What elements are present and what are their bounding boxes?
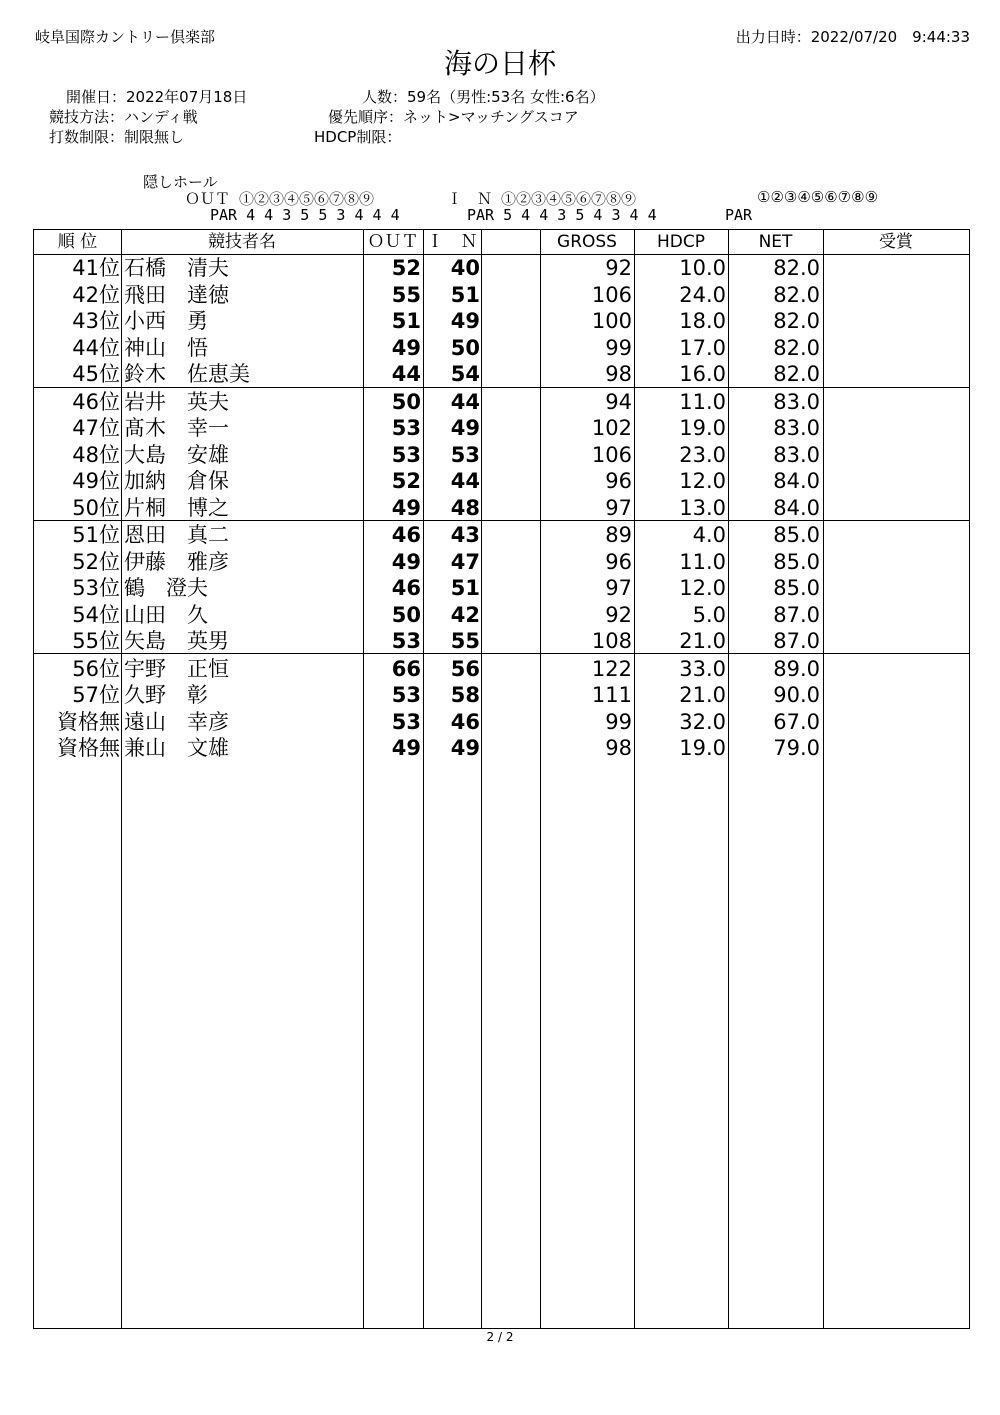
header-rank: 順 位 <box>57 232 98 252</box>
cell-net: 85.0 <box>773 576 820 601</box>
table-row <box>34 522 969 549</box>
table-row <box>34 709 969 736</box>
cell-name: 兼山 文雄 <box>124 736 229 761</box>
table-row <box>34 308 969 335</box>
cell-in: 49 <box>450 736 480 761</box>
table-row <box>34 361 969 388</box>
cell-net: 84.0 <box>773 469 820 494</box>
cell-hdcp: 5.0 <box>692 602 726 627</box>
cell-in: 58 <box>450 683 480 708</box>
table-row <box>34 656 969 683</box>
hidden-holes-out-par: PAR 4 4 3 5 5 3 4 4 4 <box>210 206 400 224</box>
cell-hdcp: 24.0 <box>679 282 726 307</box>
cell-in: 49 <box>450 309 480 334</box>
cell-name: 髙木 幸一 <box>124 416 229 441</box>
cell-gross: 96 <box>605 549 632 574</box>
cell-name: 久野 彰 <box>124 683 208 708</box>
cell-net: 87.0 <box>773 602 820 627</box>
cell-out: 46 <box>391 576 421 601</box>
cell-in: 49 <box>450 416 480 441</box>
stroke-limit: 打数制限：制限無し <box>49 128 185 146</box>
cell-name: 鈴木 佐恵美 <box>124 362 250 387</box>
hidden-holes-third: ①②③④⑤⑥⑦⑧⑨ <box>757 188 879 206</box>
cell-rank: 44位 <box>72 335 120 360</box>
cell-name: 片桐 博之 <box>124 495 229 520</box>
cell-out: 49 <box>391 495 421 520</box>
cell-out: 49 <box>391 335 421 360</box>
table-row <box>34 735 969 762</box>
table-row <box>34 255 969 282</box>
cell-name: 岩井 英夫 <box>124 389 229 414</box>
table-row <box>34 628 969 655</box>
cell-hdcp: 11.0 <box>679 549 726 574</box>
cell-gross: 92 <box>605 256 632 280</box>
table-row <box>34 682 969 709</box>
cell-hdcp: 21.0 <box>679 629 726 654</box>
cell-name: 神山 悟 <box>124 335 208 360</box>
header-name: 競技者名 <box>208 232 276 252</box>
cell-rank: 42位 <box>72 282 120 307</box>
header-award: 受賞 <box>879 232 913 252</box>
cell-name: 鶴 澄夫 <box>124 576 208 601</box>
cell-in: 56 <box>450 656 480 681</box>
cell-name: 伊藤 雅彦 <box>124 549 229 574</box>
cell-net: 87.0 <box>773 629 820 654</box>
cell-gross: 97 <box>605 576 632 601</box>
cell-hdcp: 21.0 <box>679 683 726 708</box>
page-title: 海の日杯 <box>443 47 556 80</box>
page-number: 2 / 2 <box>486 1330 514 1344</box>
hidden-holes-third-par: PAR <box>725 206 753 224</box>
cell-net: 67.0 <box>773 709 820 734</box>
cell-rank: 46位 <box>72 389 120 414</box>
table-row <box>34 602 969 629</box>
cell-out: 50 <box>391 602 421 627</box>
cell-name: 恩田 真二 <box>124 523 229 547</box>
cell-gross: 96 <box>605 469 632 494</box>
cell-net: 83.0 <box>773 416 820 441</box>
cell-name: 小西 勇 <box>124 309 208 334</box>
header-out: ＯＵＴ <box>367 232 419 252</box>
cell-net: 85.0 <box>773 523 820 547</box>
cell-out: 52 <box>391 469 421 494</box>
cell-gross: 98 <box>605 736 632 761</box>
cell-net: 82.0 <box>773 309 820 334</box>
cell-gross: 89 <box>605 523 632 547</box>
cell-hdcp: 23.0 <box>679 442 726 467</box>
cell-gross: 106 <box>591 442 632 467</box>
header-gross: GROSS <box>557 232 617 252</box>
cell-gross: 106 <box>591 282 632 307</box>
table-row <box>34 495 969 522</box>
cell-out: 53 <box>391 629 421 654</box>
cell-in: 46 <box>450 709 480 734</box>
cell-hdcp: 18.0 <box>679 309 726 334</box>
cell-net: 82.0 <box>773 335 820 360</box>
cell-out: 44 <box>391 362 421 387</box>
cell-net: 84.0 <box>773 495 820 520</box>
hdcp-limit: HDCP制限： <box>314 128 402 146</box>
cell-gross: 98 <box>605 362 632 387</box>
cell-in: 47 <box>450 549 480 574</box>
cell-hdcp: 12.0 <box>679 469 726 494</box>
cell-rank: 資格無 <box>57 736 120 761</box>
cell-rank: 54位 <box>72 602 120 627</box>
cell-hdcp: 11.0 <box>679 389 726 414</box>
cell-in: 48 <box>450 495 480 520</box>
cell-net: 79.0 <box>773 736 820 761</box>
table-row <box>34 549 969 576</box>
cell-hdcp: 4.0 <box>692 523 726 547</box>
cell-name: 飛田 達徳 <box>124 282 229 307</box>
cell-out: 55 <box>391 282 421 307</box>
table-row <box>34 575 969 602</box>
cell-hdcp: 12.0 <box>679 576 726 601</box>
cell-hdcp: 10.0 <box>679 256 726 280</box>
cell-net: 83.0 <box>773 389 820 414</box>
header-hdcp: HDCP <box>657 232 705 252</box>
cell-gross: 122 <box>591 656 632 681</box>
event-date: 開催日：2022年07月18日 <box>66 88 248 106</box>
cell-gross: 111 <box>591 683 632 708</box>
output-datetime: 出力日時：2022/07/20 9:44:33 <box>735 28 970 46</box>
cell-hdcp: 32.0 <box>679 709 726 734</box>
table-row <box>34 442 969 469</box>
cell-name: 加納 倉保 <box>124 469 229 494</box>
cell-rank: 49位 <box>72 469 120 494</box>
cell-in: 51 <box>450 576 480 601</box>
table-row <box>34 282 969 309</box>
hidden-holes-out: ＯＵＴ ①②③④⑤⑥⑦⑧⑨ <box>185 190 375 208</box>
cell-name: 石橋 清夫 <box>124 256 229 280</box>
cell-rank: 57位 <box>72 683 120 708</box>
cell-rank: 50位 <box>72 495 120 520</box>
cell-in: 55 <box>450 629 480 654</box>
cell-net: 83.0 <box>773 442 820 467</box>
cell-gross: 99 <box>605 709 632 734</box>
cell-in: 53 <box>450 442 480 467</box>
cell-net: 89.0 <box>773 656 820 681</box>
cell-hdcp: 13.0 <box>679 495 726 520</box>
header-in: Ｉ Ｎ <box>426 232 478 252</box>
participant-count: 人数：59名（男性:53名 女性:6名） <box>362 88 605 106</box>
cell-out: 49 <box>391 549 421 574</box>
cell-in: 40 <box>450 256 480 280</box>
cell-gross: 97 <box>605 495 632 520</box>
cell-rank: 資格無 <box>57 709 120 734</box>
hidden-holes-in-par: PAR 5 4 4 3 5 4 3 4 4 <box>467 206 657 224</box>
cell-gross: 108 <box>591 629 632 654</box>
cell-in: 42 <box>450 602 480 627</box>
table-row <box>34 335 969 362</box>
club-name: 岐阜国際カントリー倶楽部 <box>35 28 216 46</box>
cell-out: 49 <box>391 736 421 761</box>
cell-hdcp: 19.0 <box>679 736 726 761</box>
cell-out: 53 <box>391 442 421 467</box>
cell-net: 82.0 <box>773 256 820 280</box>
competition-method: 競技方法：ハンディ戦 <box>49 108 198 126</box>
results-table <box>33 229 970 1329</box>
cell-in: 50 <box>450 335 480 360</box>
cell-name: 矢島 英男 <box>124 629 229 654</box>
header-net: NET <box>758 232 793 252</box>
cell-gross: 94 <box>605 389 632 414</box>
cell-out: 46 <box>391 523 421 547</box>
cell-gross: 102 <box>591 416 632 441</box>
cell-in: 43 <box>450 523 480 547</box>
table-row <box>34 415 969 442</box>
cell-rank: 55位 <box>72 629 120 654</box>
table-row <box>34 389 969 416</box>
cell-out: 53 <box>391 709 421 734</box>
cell-rank: 53位 <box>72 576 120 601</box>
table-row <box>34 468 969 495</box>
cell-gross: 99 <box>605 335 632 360</box>
cell-net: 82.0 <box>773 362 820 387</box>
cell-in: 44 <box>450 469 480 494</box>
cell-rank: 43位 <box>72 309 120 334</box>
cell-hdcp: 16.0 <box>679 362 726 387</box>
cell-out: 52 <box>391 256 421 280</box>
cell-out: 51 <box>391 309 421 334</box>
cell-name: 遠山 幸彦 <box>124 709 229 734</box>
cell-rank: 47位 <box>72 416 120 441</box>
cell-name: 宇野 正恒 <box>124 656 229 681</box>
cell-out: 53 <box>391 416 421 441</box>
cell-in: 54 <box>450 362 480 387</box>
cell-rank: 51位 <box>72 523 120 547</box>
cell-net: 85.0 <box>773 549 820 574</box>
cell-rank: 45位 <box>72 362 120 387</box>
cell-hdcp: 19.0 <box>679 416 726 441</box>
cell-rank: 48位 <box>72 442 120 467</box>
cell-gross: 100 <box>591 309 632 334</box>
hidden-holes-in: Ｉ Ｎ ①②③④⑤⑥⑦⑧⑨ <box>447 190 637 208</box>
cell-net: 90.0 <box>773 683 820 708</box>
cell-out: 53 <box>391 683 421 708</box>
cell-out: 66 <box>391 656 421 681</box>
cell-out: 50 <box>391 389 421 414</box>
cell-name: 大島 安雄 <box>124 442 229 467</box>
cell-in: 51 <box>450 282 480 307</box>
cell-gross: 92 <box>605 602 632 627</box>
cell-in: 44 <box>450 389 480 414</box>
cell-name: 山田 久 <box>124 602 208 627</box>
cell-hdcp: 33.0 <box>679 656 726 681</box>
cell-rank: 52位 <box>72 549 120 574</box>
hidden-holes-label: 隠しホール <box>143 173 218 191</box>
cell-rank: 41位 <box>72 256 120 280</box>
cell-rank: 56位 <box>72 656 120 681</box>
priority-order: 優先順序：ネット>マッチングスコア <box>328 108 579 126</box>
cell-net: 82.0 <box>773 282 820 307</box>
cell-hdcp: 17.0 <box>679 335 726 360</box>
